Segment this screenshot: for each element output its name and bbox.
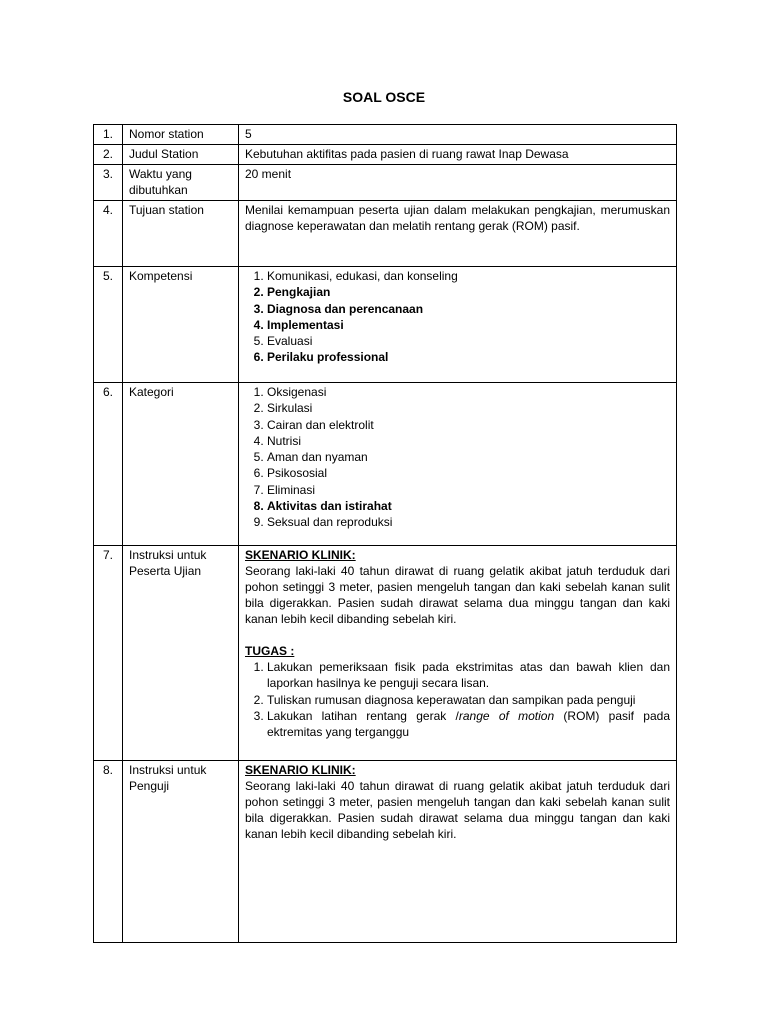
task-text-italic: range of motion (458, 708, 555, 723)
row-value (239, 761, 677, 943)
table-row (94, 267, 677, 383)
table-row (94, 201, 677, 267)
list-item: 3. Diagnosa dan perencanaan (267, 301, 670, 317)
scenario-heading: SKENARIO KLINIK: (245, 763, 356, 777)
row-number: 8. (94, 761, 123, 943)
scenario-text: Seorang laki-laki 40 tahun dirawat di ruang gelatik akibat jatuh terduduk dari pohon setinggi 3 meter, pasien mengeluh tangan dan kaki sebelah kanan sulit bila digerakkan. Pasien sudah dirawat selama dua minggu tangan dan kaki kanan lebih kecil dibanding sebelah kiri. (245, 779, 670, 841)
list-item: 6. Psikososial (267, 465, 670, 481)
row-value: 20 menit (239, 165, 677, 201)
row-label: Tujuan station (123, 201, 239, 267)
row-label: Instruksi untuk Peserta Ujian (123, 546, 239, 761)
table-row (94, 165, 677, 201)
row-value: Menilai kemampuan peserta ujian dalam melakukan pengkajian, merumuskan diagnose keperawatan dan melatih rentang gerak (ROM) pasif. (239, 201, 677, 267)
list-item: 2. Sirkulasi (267, 400, 670, 416)
row-value (239, 546, 677, 761)
row-label: Kompetensi (123, 267, 239, 383)
row-label: Instruksi untuk Penguji (123, 761, 239, 943)
category-list (245, 384, 670, 531)
osce-table (93, 124, 677, 943)
list-item: 9. Seksual dan reproduksi (267, 514, 670, 530)
row-number: 4. (94, 201, 123, 267)
task-list (245, 659, 670, 740)
list-item: 1. Komunikasi, edukasi, dan konseling (267, 268, 670, 284)
row-value (239, 267, 677, 383)
row-number: 1. (94, 125, 123, 145)
scenario-heading: SKENARIO KLINIK: (245, 548, 356, 562)
table-row (94, 761, 677, 943)
row-number: 3. (94, 165, 123, 201)
table-row (94, 383, 677, 546)
row-label: Waktu yang dibutuhkan (123, 165, 239, 201)
table-row (94, 546, 677, 761)
row-number: 2. (94, 145, 123, 165)
list-item: 5. Evaluasi (267, 333, 670, 349)
list-item: 6. Perilaku professional (267, 349, 670, 365)
row-label: Judul Station (123, 145, 239, 165)
tasks-heading: TUGAS : (245, 644, 295, 658)
row-label: Nomor station (123, 125, 239, 145)
list-item: 8. Aktivitas dan istirahat (267, 498, 670, 514)
list-item: 3. Cairan dan elektrolit (267, 417, 670, 433)
table-row (94, 125, 677, 145)
list-item: 7. Eliminasi (267, 482, 670, 498)
row-value (239, 383, 677, 546)
list-item: 2. Pengkajian (267, 284, 670, 300)
row-label: Kategori (123, 383, 239, 546)
page-title: SOAL OSCE (342, 89, 426, 105)
row-number: 5. (94, 267, 123, 383)
table-row (94, 145, 677, 165)
task-text: Lakukan latihan rentang gerak / (267, 708, 459, 723)
list-item: 2. Tuliskan rumusan diagnosa keperawatan dan sampikan pada penguji (267, 692, 670, 708)
row-value: 5 (239, 125, 677, 145)
row-value: Kebutuhan aktifitas pada pasien di ruang rawat Inap Dewasa (239, 145, 677, 165)
row-number: 7. (94, 546, 123, 761)
scenario-text: Seorang laki-laki 40 tahun dirawat di ruang gelatik akibat jatuh terduduk dari pohon setinggi 3 meter, pasien mengeluh tangan dan kaki sebelah kanan sulit bila digerakkan. Pasien sudah dirawat selama dua minggu tangan dan kaki kanan lebih kecil dibanding sebelah kiri. (245, 564, 670, 626)
list-item: 1. Lakukan pemeriksaan fisik pada ekstrimitas atas dan bawah klien dan laporkan hasilnya ke penguji secara lisan. (267, 659, 670, 692)
list-item: 4. Nutrisi (267, 433, 670, 449)
list-item: 1. Oksigenasi (267, 384, 670, 400)
list-item: 4. Implementasi (267, 317, 670, 333)
row-number: 6. (94, 383, 123, 546)
list-item: 5. Aman dan nyaman (267, 449, 670, 465)
competency-list (245, 268, 670, 366)
list-item (267, 708, 670, 741)
task-text: (ROM) pasif pada ektremitas yang terganggu (267, 708, 670, 740)
